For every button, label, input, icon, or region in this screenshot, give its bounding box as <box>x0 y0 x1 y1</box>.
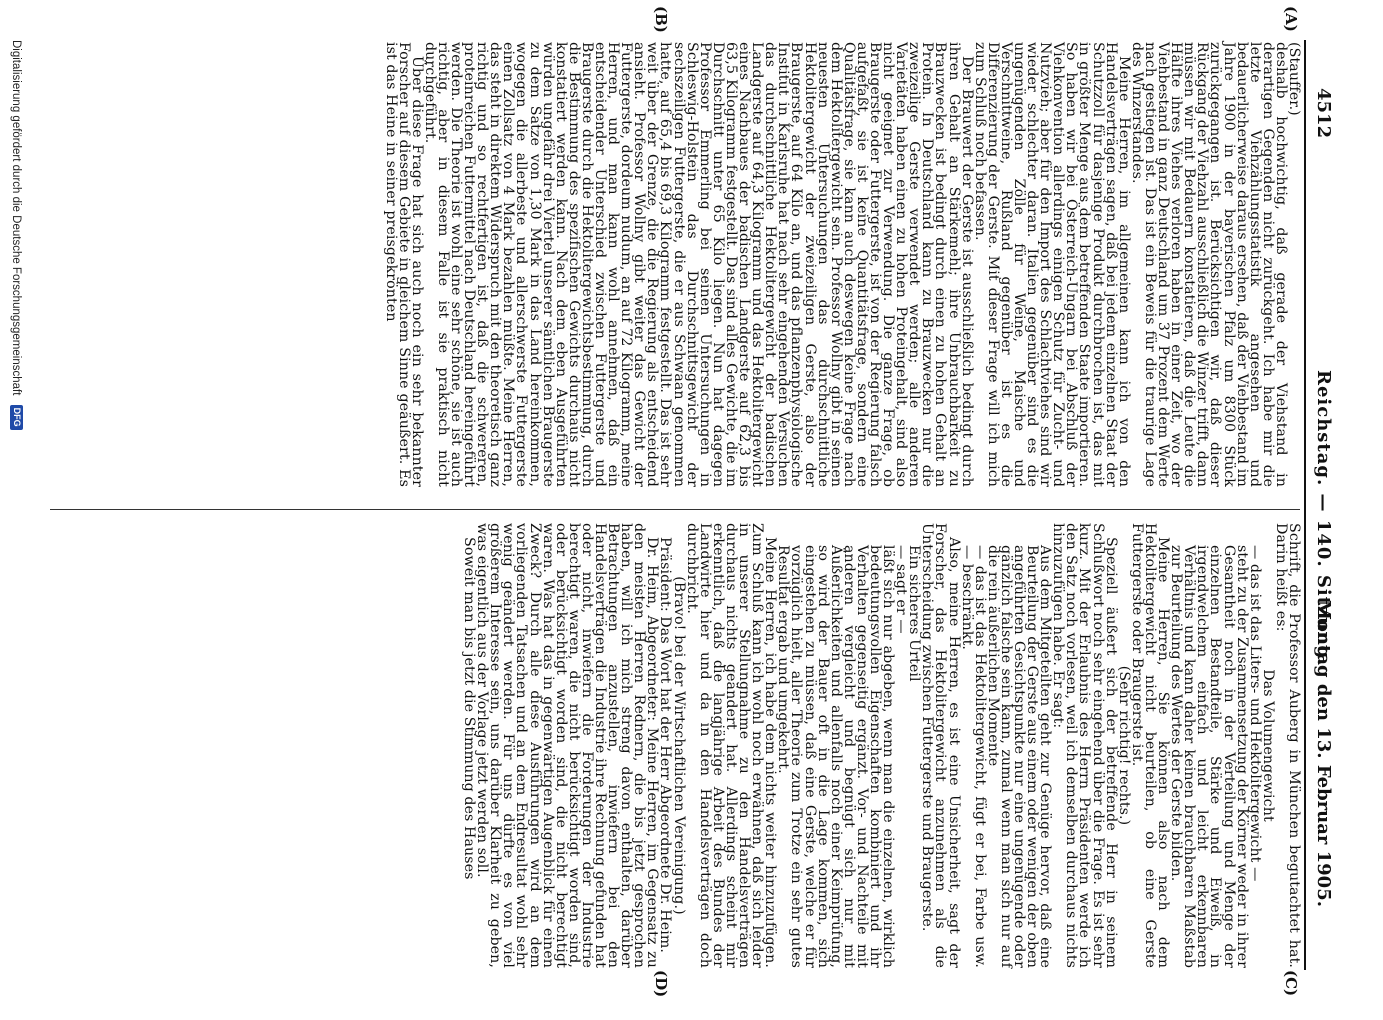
applause-note: (Bravo! bei der Wirtschaftlichen Vereinigung.) <box>670 576 687 915</box>
dateline: Montag den 13. Februar 1905. <box>1313 600 1334 908</box>
paragraph: deshalb hochwichtig, daß gerade der Viehstand in derartigen Gegenden nicht zurückgeht. Ich habe mir die letzte Viehzählungsstatistik angesehen und bedauerlicherweise daraus ersehen, daß der Viehbestand im Jahre 1900 in der bayerischen Pfalz um 8300 Stück zurückgegangen ist. Berücksichtigen wir, daß dieser Rückgang der Viehzahl ausschließlich die Winzer trifft, dann müssen wir mit Bedauern konstatieren, daß die Leute die Hälfte ihres Viehes verloren haben in einer Zeit, wo der Viehbestand in ganz Deutschland um 37 Prozent dem Werte nach gestiegen ist. Das ist ein Beweis für die traurige Lage des Winzerstandes. <box>1128 42 1289 487</box>
column-divider <box>50 509 1300 510</box>
paragraph: Über diese Frage hat sich auch noch ein sehr bekannter Forscher auf diesem Gebiete in gleichem Sinne geäußert. Es ist das Heine in seiner preisgekrönten <box>382 42 425 487</box>
paragraph: Also, meine Herren, es ist eine Unsicherheit, sagt der Forscher, das Hektolitergewicht anzunehmen als die Unterscheidung zwischen Futtergerste und Braugerste. <box>919 523 962 968</box>
interjection: — das ist das Liters- und Hektolitergewicht — <box>1246 545 1263 882</box>
quote: Ein sicheres Urteil <box>906 545 923 682</box>
digitization-note <box>6 40 26 990</box>
paragraph: Meine Herren, Sie können also nach dem Hektolitergewicht nicht beurteilen, ob eine Gerste Futtergerste oder Braugerste ist. <box>1128 523 1172 968</box>
paragraph: Meine Herren, im allgemeinen kann ich von den Handelsverträgen sagen, daß bei jedem einzelnen Staat der Schutzzoll für dasjenige Produkt durchbrochen ist, das mit in größter Menge aus dem betreffenden Staate importieren. So haben wir bei Österreich-Ungarn bei Abschluß der Viehkonvention allerdings einigen Schutz für Zucht- und Nutzvieh; aber für den Import des Schlachtviehes sind wir wieder schlechter daran. Italien gegenüber sind es die ungenügenden Zölle für Weine, Maische und Verschnittweine, Rußland gegenüber ist es die Differenzierung der Gerste. Mit dieser Frage will ich mich zum Schluß noch befassen. <box>971 42 1132 487</box>
interjection: — das ist das Hektolitergewicht, fügt er bei, Farbe usw. — beschränkt. <box>958 545 988 968</box>
paragraph: Präsident: Das Wort hat der Herr Abgeordnete Dr. Heim. <box>657 537 674 954</box>
quote-heading: Das Volumengewicht <box>1259 669 1276 822</box>
paragraph: Schrift, die Professor Auberg in München begutachtet hat. Darin heißt es: <box>1272 523 1302 968</box>
quote: Aus dem Mitgeteilten geht zur Genüge hervor, daß eine Beurteilung der Gerste aus einem oder wenigen der oben angeführten Gesichtspunkte nur eine ungenügende oder gänzlich falsche sein kann, zumal wenn man sich nur auf die rein äußerlichen Momente <box>984 545 1054 968</box>
margin-mark-c: (C) <box>1282 970 1300 997</box>
margin-mark-a: (A) <box>1282 6 1300 32</box>
page-number: 4512 <box>1313 88 1334 139</box>
margin-mark-b: (B) <box>652 6 670 33</box>
footer-text: Digitalisierung gefördert durch die Deutsche Forschungsgemeinschaft <box>10 40 22 396</box>
dfg-logo-icon: DFG <box>10 405 23 430</box>
left-column <box>50 42 1300 487</box>
speaker-tag: (Stauffer.) <box>1286 42 1302 116</box>
quote: steht zu der Zusammensetzung der Körner weder in ihrer Gesamtheit noch in der Verteilung und Menge der einzelnen Bestandteile, Stärke und Eiweiß, in irgendwelchem einfach und leicht erkennbaren Verhältnis und kann daher keinen brauchbaren Maßstab zur Beurteilung des Wertes der Gerste bilden. <box>1168 545 1250 968</box>
paragraph: Soweit man bis jetzt die Stimmung des Hauses <box>461 537 478 880</box>
quote: läßt sich nur abgeben, wenn man die einzelnen, wirklich bedeutungsvollen Eigenschaften kombiniert und ihr Verhalten gegenseitig ergänzt. Vor- und Nachteile mit anderen vergleicht und begnügt sich nur mit Äußerlichkeiten und allenfalls noch einer Keimprüfung, so wird der Bauer oft in die Lage kommen, sich eingestehen zu müssen, daß eine Gerste, welche er für vorzüglich hielt, aller Theorie zum Trotze ein sehr gutes Resultat ergab und umgekehrt. <box>775 545 897 968</box>
running-head: Reichstag. — 140. Sitzung. <box>1313 370 1334 667</box>
paragraph: Dr. Heim, Abgeordneter: Meine Herren, im Gegensatz zu den meisten Herren Rednern, die bis jetzt gesprochen haben, will ich mich streng davon enthalten, darüber Betrachtungen anzustellen, inwiefern bei den Handelsverträgen die Industrie ihre Rechnung gefunden hat oder nicht, inwiefern die Forderungen der Industrie berechtigt waren, die nicht berücksichtigt worden sind, oder berücksichtigt worden sind, die nicht berechtigt waren. Was hat das in gegenwärtigen Augenblick für einen Zweck? Durch alle diese Ausführungen wird an dem vorliegenden Tatsachen und an dem Endresultat wohl sehr wenig geändert werden. Für uns dürfte es von viel größerem Interesse sein, uns darüber Klarheit zu geben, was eigentlich aus der Vorlage jetzt werden soll. <box>474 523 661 968</box>
header-rule <box>1304 40 1306 970</box>
right-column <box>50 523 1300 968</box>
applause-note: (Sehr richtig! rechts.) <box>1115 665 1132 826</box>
margin-mark-d: (D) <box>652 970 670 998</box>
paragraph: Der Brauwert der Gerste ist ausschließlich bedingt durch ihren Gehalt an Stärkemehl; ihre Unbrauchbarkeit zu Brauzwecken ist bedingt durch einen zu hohen Gehalt an Protein. In Deutschland kann zu Brauzwecken nur die zweizeilige Gerste verwendet werden; alle anderen Varietäten haben einen zu hohen Proteingehalt, sind also nicht geeignet zur Verwendung. Die ganze Frage, ob Braugerste oder Futtergerste, ist von der Regierung falsch aufgefaßt, sie ist keine Quantitätsfrage, sondern eine Qualitätsfrage, sie kann auch deswegen keine Frage nach dem Hektolitergewicht sein. Professor Wollny gibt in seinen neuesten Untersuchungen das durchschnittliche Hektolitergewicht der zweizeiligen Gerste, also der Braugerste, auf 64 Kilo an, und das pflanzenphysiologische Institut in Karlsruhe hat nach sehr eingehenden Versuchen das durchschnittliche Hektolitergewicht der badischen Landgerste auf 64,3 Kilogramm und das Hektolitergewicht eines Nachbaues der badischen Landgerste auf 62,3 bis 63,5 Kilogramm festgestellt. Das sind alles Gewichte, die im Durchschnitt unter 65 Kilo liegen. Nun hat dagegen Professor Emmerling bei seinen Untersuchungen in Schleswig-Holstein das Durchschnittsgewicht der sechszeiligen Futtergerste, die er aus Schwaan genommen hatte, auf 65,4 bis 69,3 Kilogramm festgestellt. Das ist sehr weit über der Grenze, die die Regierung als entscheidend ansieht. Professor Wollny gibt weiter das Gewicht der Futtergerste, dordeum nudum, an auf 72 Kilogramm, meine Herren, und man kann wohl annehmen, daß ein entscheidender Unterschied zwischen Futtergerste und Braugerste durch die Hektolitergewichtsbestimmung, durch die Bestimmung des spezifischen Gewichts durchaus nicht konstatiert werden kann. Nach dem eben Ausgeführten würden ungefähr drei Viertel unserer sämtlichen Braugerste zu dem Satze von 1,30 Mark in das Land hereinkommen, wogegen die allerbeste und allerschwerste Futtergerste einen Zollsatz von 4 Mark bezahlen müßte. Meine Herren, das steht in direktem Widerspruch mit den theoretisch ganz richtig und so rechtfertigen ist, daß die schwereren, proteinreichen Futtermittel nach Deutschland hereingeführt werden. Die Theorie ist wohl eine sehr schöne, sie ist auch richtig, aber in diesem Falle ist sie praktisch nicht durchgeführt. <box>421 42 975 488</box>
paragraph: Meine Herren, ich habe dem nichts weiter hinzuzufügen. Zum Schluß kann ich wohl noch erwähnen, daß sich leider in unserer Stellungnahme zu den Handelsverträgen durchaus nichts geändert hat. Allerdings scheint mir erkenntlich, daß die langjährige Arbeit des Bundes der Landwirte hier und da in den Handelsverträgen doch durchbricht. <box>683 523 779 968</box>
page-header <box>1310 40 1336 980</box>
interjection: — sagt er — <box>893 545 910 634</box>
paragraph: Speziell äußert sich der betreffende Herr in seinem Schlußwort noch sehr eingehend über die Frage. Es ist sehr kurz. Mit der Erlaubnis des Herrn Präsidenten werde ich den Satz noch vorlesen, weil ich demselben durchaus nichts hinzuzufügen habe. Er sagt: <box>1050 523 1119 968</box>
